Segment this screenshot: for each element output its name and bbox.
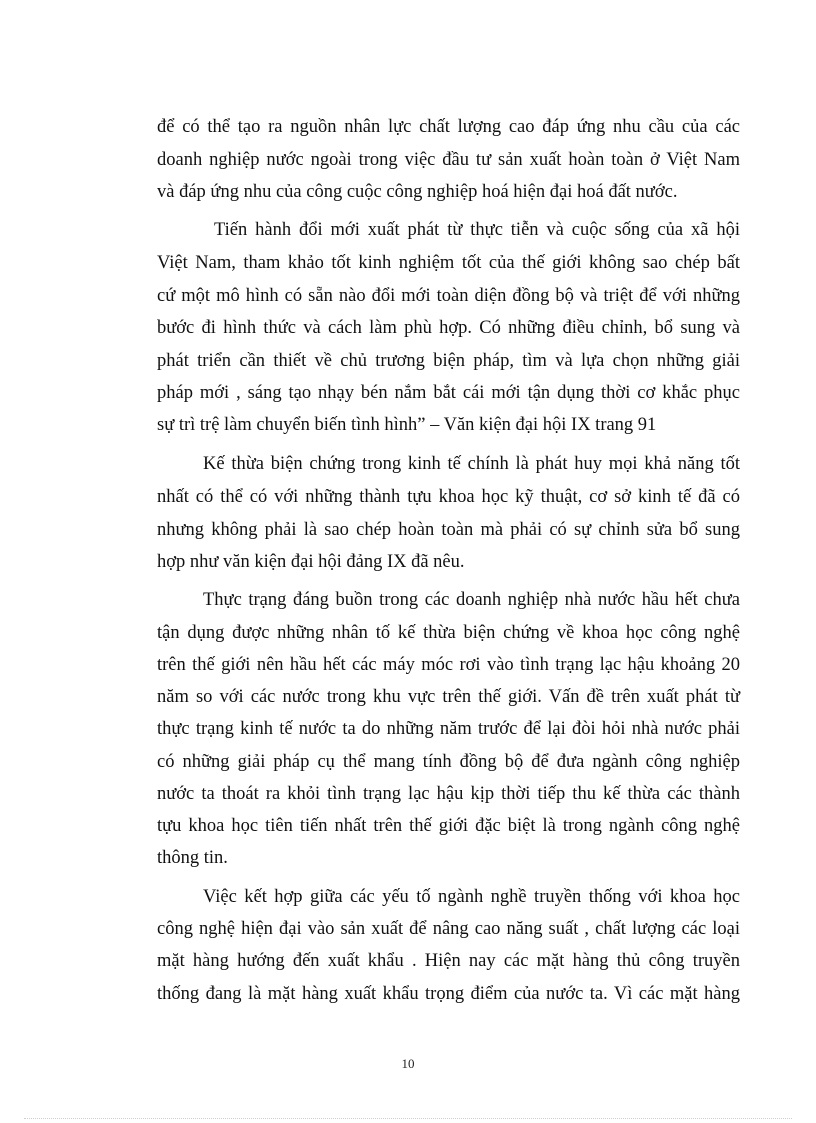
- text-line: để có thể tạo ra nguồn nhân lực chất lượng cao đáp ứng nhu cầu của các: [157, 117, 740, 137]
- text-line: Việc kết hợp giữa các yếu tố ngành nghề truyền thống với khoa học: [203, 887, 740, 907]
- text-line: thống đang là mặt hàng xuất khẩu trọng điểm của nước ta. Vì các mặt hàng: [157, 984, 740, 1004]
- text-line: sự trì trệ làm chuyển biến tình hình” – Văn kiện đại hội IX trang 91: [157, 415, 657, 435]
- text-line: Việt Nam, tham khảo tốt kinh nghiệm tốt của thế giới không sao chép bất: [157, 253, 740, 273]
- text-line: và đáp ứng nhu của công cuộc công nghiệp hoá hiện đại hoá đất nước.: [157, 182, 678, 202]
- text-line: nước ta thoát ra khỏi tình trạng lạc hậu kịp thời tiếp thu kế thừa các thành: [157, 784, 740, 804]
- text-line: doanh nghiệp nước ngoài trong việc đầu tư sản xuất hoàn toàn ở Việt Nam: [157, 150, 740, 170]
- text-line: hợp như văn kiện đại hội đảng IX đã nêu.: [157, 552, 465, 572]
- text-line: năm so với các nước trong khu vực trên thế giới. Vấn đề trên xuất phát từ: [157, 687, 740, 707]
- text-line: nhưng không phải là sao chép hoàn toàn mà phải có sự chỉnh sửa bổ sung: [157, 520, 740, 540]
- text-line: công nghệ hiện đại vào sản xuất để nâng cao năng suất , chất lượng các loại: [157, 919, 740, 939]
- text-line: bước đi hình thức và cách làm phù hợp. Có những điều chỉnh, bổ sung và: [157, 318, 740, 338]
- text-line: tựu khoa học tiên tiến nhất trên thế giới đặc biệt là trong ngành công nghệ: [157, 816, 740, 836]
- page-number: 10: [401, 1056, 415, 1071]
- text-line: trên thế giới nên hầu hết các máy móc rơi vào tình trạng lạc hậu khoảng 20: [157, 655, 740, 675]
- text-line: mặt hàng hướng đến xuất khẩu . Hiện nay các mặt hàng thủ công truyền: [157, 951, 740, 971]
- text-line: pháp mới , sáng tạo nhạy bén nắm bắt cái mới tận dụng thời cơ khắc phục: [157, 383, 740, 403]
- text-line: cứ một mô hình có sẵn nào đổi mới toàn diện đồng bộ và triệt để với những: [157, 286, 740, 306]
- text-line: thông tin.: [157, 848, 228, 868]
- text-line: có những giải pháp cụ thể mang tính đồng bộ để đưa ngành công nghiệp: [157, 752, 740, 772]
- text-line: Thực trạng đáng buồn trong các doanh nghiệp nhà nước hầu hết chưa: [203, 590, 740, 610]
- text-line: thực trạng kinh tế nước ta do những năm trước để lại đòi hỏi nhà nước phải: [157, 719, 740, 739]
- text-line: Tiến hành đổi mới xuất phát từ thực tiễn và cuộc sống của xã hội: [214, 220, 740, 240]
- text-line: Kế thừa biện chứng trong kinh tế chính là phát huy mọi khả năng tốt: [203, 454, 740, 474]
- text-line: nhất có thể có với những thành tựu khoa học kỹ thuật, cơ sở kinh tế đã có: [157, 487, 740, 507]
- text-line: phát triển cần thiết về chủ trương biện pháp, tìm và lựa chọn những giải: [157, 351, 740, 371]
- page-bottom-divider: [24, 1118, 792, 1119]
- text-line: tận dụng được những nhân tố kế thừa biện chứng về khoa học công nghệ: [157, 623, 740, 643]
